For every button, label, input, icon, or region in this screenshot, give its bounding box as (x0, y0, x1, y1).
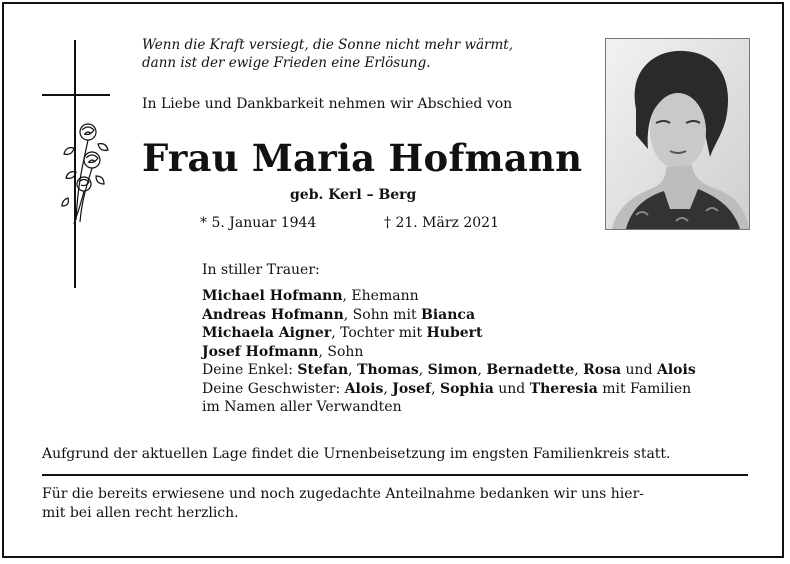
mourner-relation: , Ehemann (342, 288, 419, 304)
rose-icon (54, 120, 110, 230)
mourners-list (202, 287, 762, 417)
mourner-relation: , Tochter mit (331, 325, 427, 341)
mourner-relation: , Sohn mit (343, 306, 422, 323)
cross-bar (42, 94, 110, 96)
siblings-line (202, 380, 762, 399)
portrait-photo (605, 38, 750, 230)
divider (42, 474, 748, 476)
mourner-name: Bianca (421, 306, 476, 323)
separator: und (621, 362, 657, 378)
motto-line: dann ist der ewige Frieden eine Erlösung. (142, 55, 431, 71)
grandchild-name: Simon (427, 362, 478, 378)
mourner-name: Andreas Hofmann (202, 306, 344, 323)
grandchildren-label: Deine Enkel: (202, 362, 298, 378)
separator: , (418, 362, 428, 378)
mourner-name: Michaela Aigner (202, 325, 332, 341)
grandchild-name: Rosa (583, 362, 622, 378)
motto-line: Wenn die Kraft versiegt, die Sonne nicht mehr wärmt, (142, 37, 514, 53)
separator: , (477, 362, 487, 378)
relatives-line: im Namen aller Verwandten (202, 399, 402, 415)
grandchild-name: Stefan (297, 362, 349, 378)
separator: und (493, 380, 530, 397)
sibling-name: Theresia (529, 380, 598, 397)
birth-date: * 5. Januar 1944 (200, 215, 317, 231)
mourner-line (202, 324, 762, 343)
sibling-name: Josef (392, 380, 432, 397)
grandchild-name: Bernadette (486, 362, 575, 378)
mourner-line (202, 306, 762, 325)
sibling-name: Alois (344, 380, 384, 397)
mourner-name: Josef Hofmann (202, 343, 319, 360)
mourner-relation: , Sohn (318, 343, 364, 360)
siblings-suffix: mit Familien (597, 380, 692, 397)
grandchild-name: Alois (657, 362, 696, 378)
deceased-name: Frau Maria Hofmann (142, 136, 583, 180)
mourner-name: Michael Hofmann (202, 288, 343, 304)
maiden-name: geb. Kerl – Berg (290, 187, 417, 203)
thanks-line: mit bei allen recht herzlich. (42, 505, 239, 521)
separator: , (348, 362, 358, 378)
separator: , (574, 362, 584, 378)
mourning-label: In stiller Trauer: (202, 262, 320, 278)
mourner-line (202, 287, 762, 306)
separator: , (383, 380, 393, 397)
motto (142, 36, 513, 72)
intro-text: In Liebe und Dankbarkeit nehmen wir Abschied von (142, 96, 513, 112)
sibling-name: Sophia (439, 380, 494, 397)
mourner-line (202, 343, 762, 362)
thanks-text (42, 485, 752, 523)
siblings-label: Deine Geschwister: (202, 380, 345, 397)
grandchildren-line (202, 361, 762, 380)
separator: , (431, 380, 440, 397)
grandchild-name: Thomas (357, 362, 419, 378)
mourner-name: Hubert (426, 325, 483, 341)
burial-notice: Aufgrund der aktuellen Lage findet die Urnenbeisetzung im engsten Familienkreis statt. (42, 446, 671, 462)
death-date: † 21. März 2021 (384, 215, 499, 231)
thanks-line: Für die bereits erwiesene und noch zugedachte Anteilnahme bedanken wir uns hier- (42, 486, 644, 502)
